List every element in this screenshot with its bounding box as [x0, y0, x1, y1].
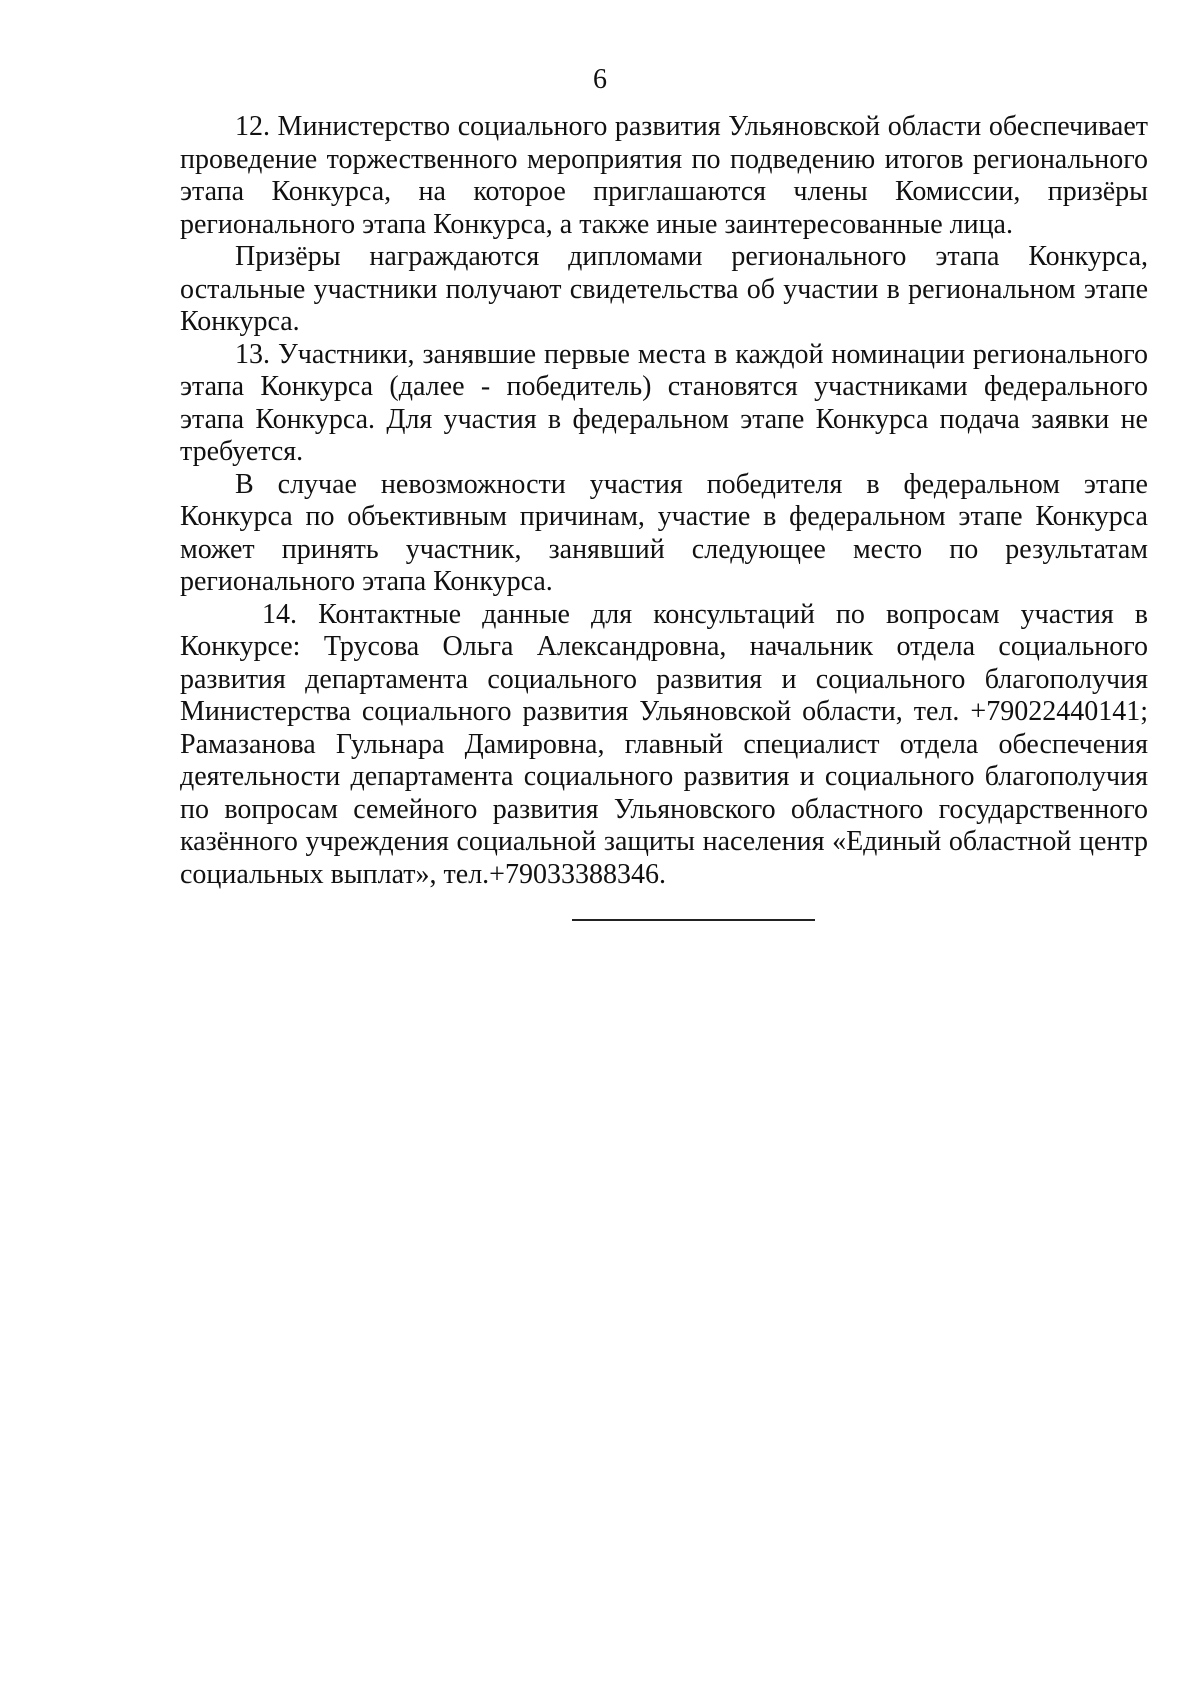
page-number: 6 [593, 64, 607, 95]
paragraph-replacement: В случае невозможности участия победителя в федеральном этапе Конкурса по объективным причинам, участие в федеральном этапе Конкурса может принять участник, занявший следующее место по результатам регионального этапа Конкурса. [180, 468, 1148, 597]
paragraph-prizewinners: Призёры награждаются дипломами регионального этапа Конкурса, остальные участники получают свидетельства об участии в региональном этапе Конкурса. [180, 241, 1148, 337]
document-body [180, 111, 1148, 891]
paragraph-13: 13. Участники, занявшие первые места в каждой номинации регионального этапа Конкурса (далее - победитель) становятся участниками федерального этапа Конкурса. Для участия в федеральном этапе Конкурса подача заявки не требуется. [180, 338, 1148, 467]
paragraph-12: 12. Министерство социального развития Ульяновской области обеспечивает проведение торжественного мероприятия по подведению итогов регионального этапа Конкурса, на которое приглашаются члены Комиссии, призёры регионального этапа Конкурса, а также иные заинтересованные лица. [180, 111, 1148, 240]
paragraph-14-contacts: 14. Контактные данные для консультаций по вопросам участия в Конкурсе: Трусова Ольга Александровна, начальник отдела социального развития департамента социального развития и социального благополучия Министерства социального развития Ульяновской области, тел. +79022440141; Рамазанова Гульнара Дамировна, главный специалист отдела обеспечения деятельности департамента социального развития и социального благополучия по вопросам семейного развития Ульяновского областного государственного казённого учреждения социальной защиты населения «Единый областной центр социальных выплат», тел.+79033388346. [180, 598, 1148, 890]
end-divider-line [572, 919, 815, 921]
